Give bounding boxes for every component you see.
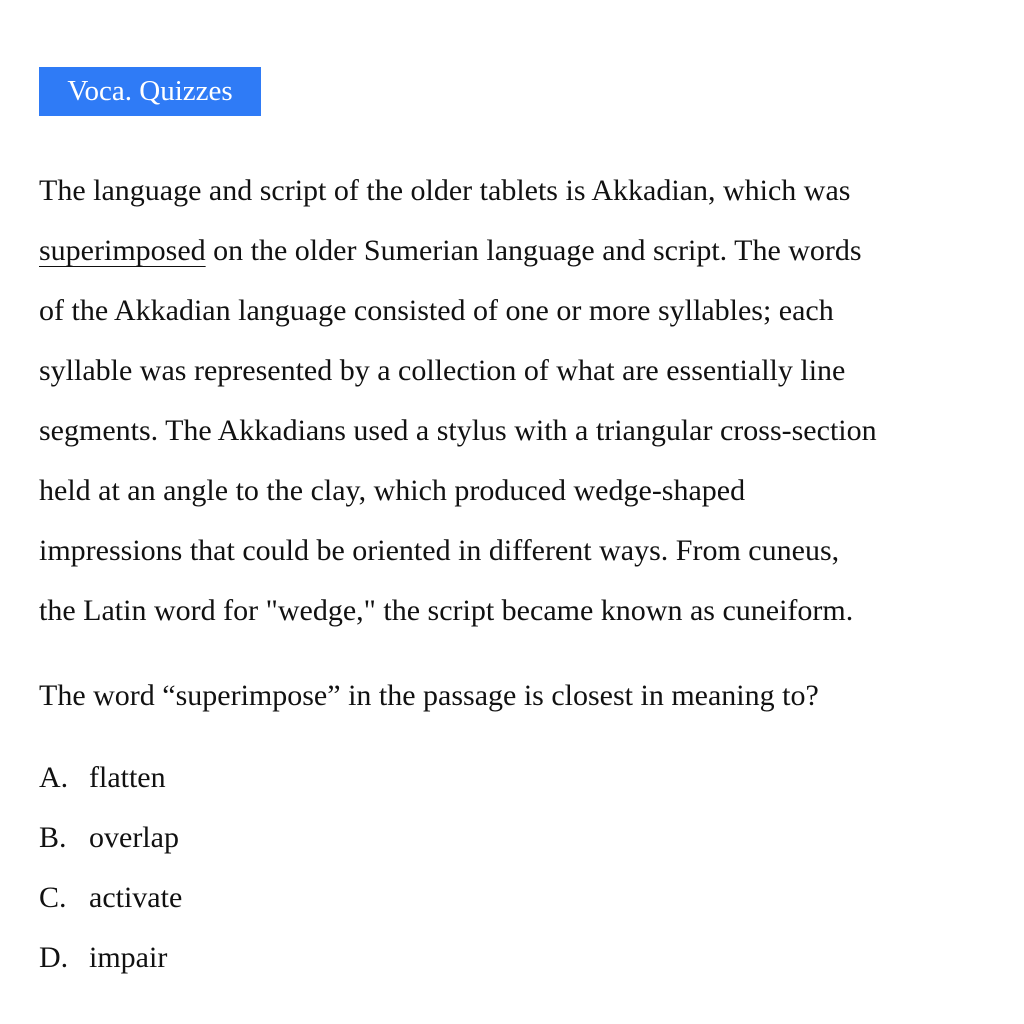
passage-line-5: segments. The Akkadians used a stylus with a triangular cross-section — [39, 414, 877, 447]
passage-line-1: The language and script of the older tablets is Akkadian, which was — [39, 174, 851, 207]
answer-option-c[interactable] — [39, 868, 182, 928]
passage-line-8: the Latin word for "wedge," the script became known as cuneiform. — [39, 594, 854, 627]
option-letter: B. — [39, 821, 67, 854]
option-letter: D. — [39, 941, 69, 974]
reading-passage — [39, 161, 1024, 641]
option-text: activate — [89, 881, 183, 914]
highlighted-keyword: superimposed — [39, 234, 206, 267]
option-text: flatten — [89, 761, 166, 794]
option-letter: C. — [39, 881, 67, 914]
passage-line-7: impressions that could be oriented in different ways. From cuneus, — [39, 534, 840, 567]
passage-line-6: held at an angle to the clay, which produced wedge-shaped — [39, 474, 746, 507]
answer-option-d[interactable] — [39, 928, 182, 988]
passage-line-3: of the Akkadian language consisted of one or more syllables; each — [39, 294, 834, 327]
answer-options — [39, 748, 182, 988]
question-prompt: The word “superimpose” in the passage is closest in meaning to? — [39, 679, 819, 712]
passage-line-2 — [39, 221, 1024, 281]
answer-option-a[interactable] — [39, 748, 182, 808]
option-text: overlap — [89, 821, 179, 854]
answer-option-b[interactable] — [39, 808, 182, 868]
passage-line-4: syllable was represented by a collection of what are essentially line — [39, 354, 846, 387]
option-text: impair — [89, 941, 168, 974]
passage-line-2-rest: on the older Sumerian language and script. The words — [205, 234, 862, 267]
quiz-category-badge: Voca. Quizzes — [39, 67, 261, 116]
option-letter: A. — [39, 761, 69, 794]
